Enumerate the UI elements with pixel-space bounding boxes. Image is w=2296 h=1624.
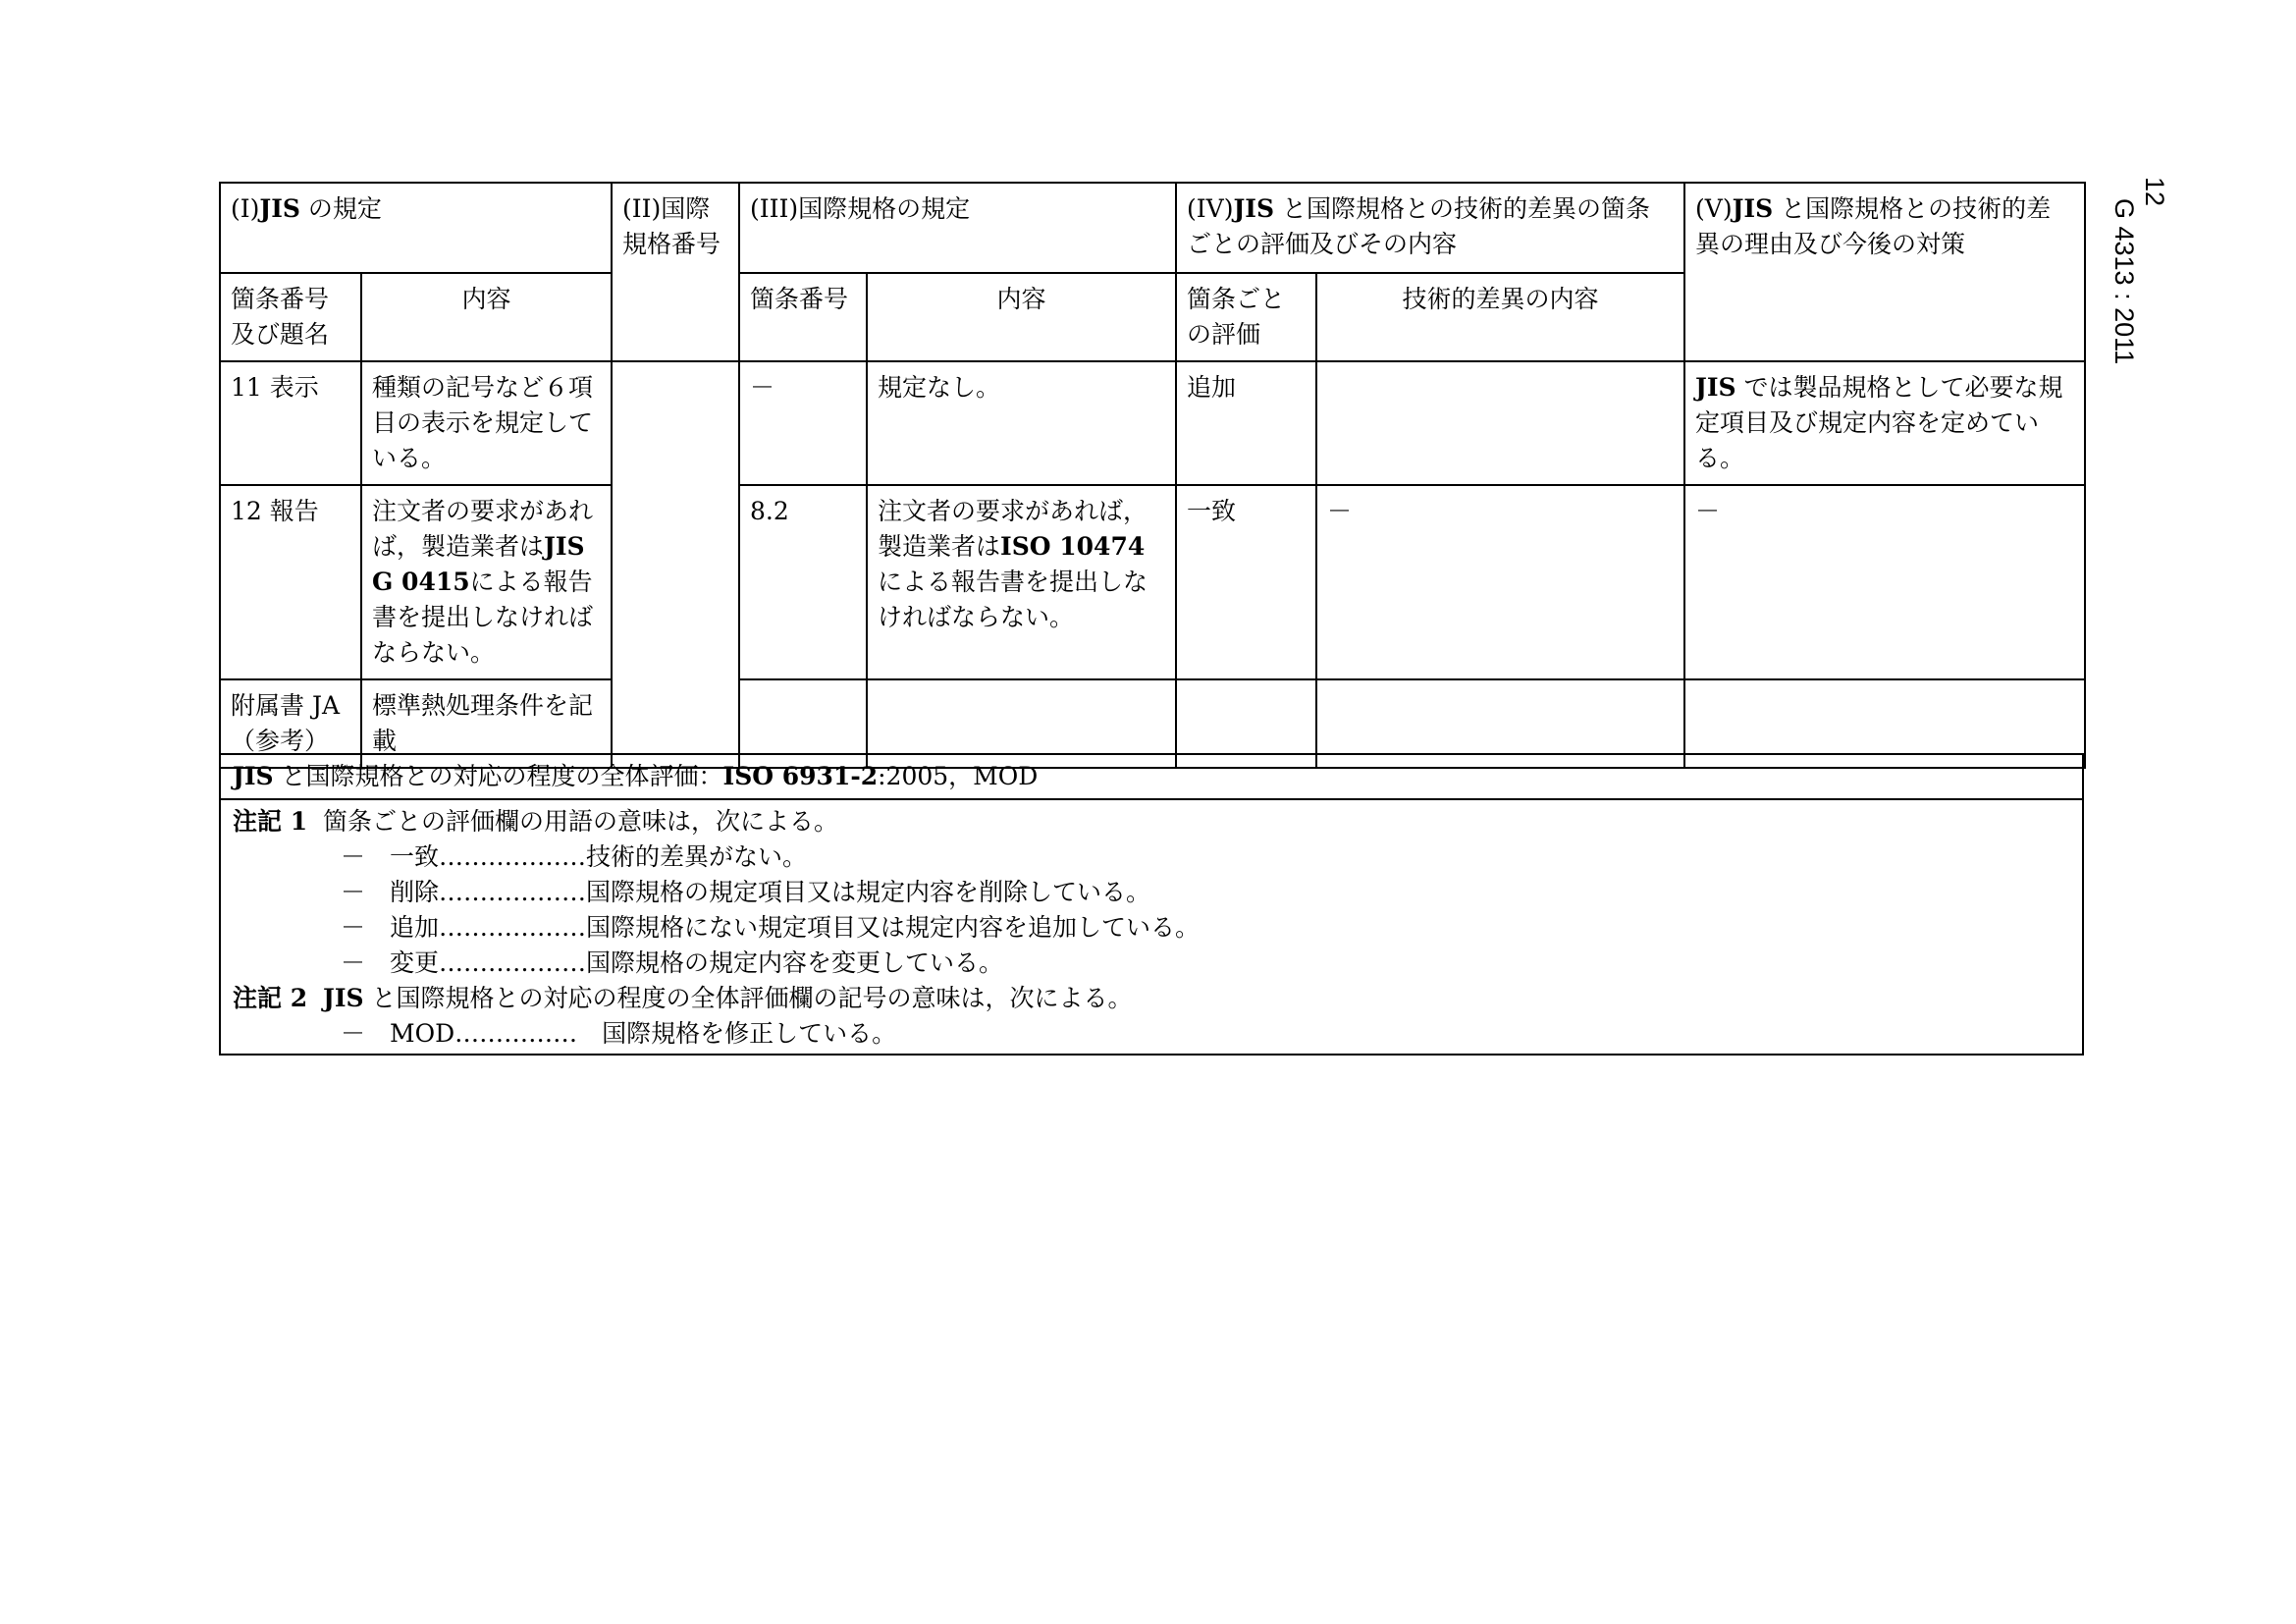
- subheader-eval: 箇条ごとの評価: [1176, 273, 1316, 361]
- cell-diff: －: [1316, 485, 1684, 679]
- list-item: － 追加………………国際規格にない規定項目又は規定内容を追加している。: [341, 913, 1201, 942]
- note-2: 注記 2 JIS と国際規格との対応の程度の全体評価欄の記号の意味は，次による。: [233, 984, 1133, 1012]
- cell-reason: －: [1684, 485, 2085, 679]
- standard-id: G 4313 : 2011: [2109, 198, 2139, 365]
- list-item: － 一致………………技術的差異がない。: [341, 842, 808, 871]
- header-col-ii: (II)国際規格番号: [612, 183, 739, 361]
- cell-content: 種類の記号など６項目の表示を規定している。: [361, 361, 612, 485]
- summary-box: [219, 753, 2084, 1056]
- cell-iii-content: 注文者の要求があれば，製造業者はISO 10474による報告書を提出しなければならない。: [867, 485, 1176, 679]
- page-header: [2109, 177, 2169, 364]
- subheader-diff: 技術的差異の内容: [1316, 273, 1684, 361]
- cell-content: 注文者の要求があれば，製造業者はJIS G 0415による報告書を提出しなければならない。: [361, 485, 612, 679]
- cell-eval: 追加: [1176, 361, 1316, 485]
- cell-diff: [1316, 361, 1684, 485]
- cell-clause: 附属書 JA（参考）: [220, 679, 361, 768]
- notes: [221, 800, 2082, 1054]
- note-1: 注記 1 箇条ごとの評価欄の用語の意味は，次による。: [233, 807, 839, 836]
- cell-clause: 12 報告: [220, 485, 361, 679]
- cell-intl-std-no: [612, 361, 739, 768]
- list-item: － MOD…………… 国際規格を修正している。: [341, 1019, 897, 1048]
- subheader-clause-no: 箇条番号及び題名: [220, 273, 361, 361]
- header-col-v: (V)JIS と国際規格との技術的差異の理由及び今後の対策: [1684, 183, 2085, 361]
- cell-clause: 11 表示: [220, 361, 361, 485]
- cell-reason: JIS では製品規格として必要な規定項目及び規定内容を定めている。: [1684, 361, 2085, 485]
- list-item: － 削除………………国際規格の規定項目又は規定内容を削除している。: [341, 878, 1151, 906]
- cell-content: 標準熱処理条件を記載: [361, 679, 612, 768]
- subheader-content: 内容: [361, 273, 612, 361]
- list-item: － 変更………………国際規格の規定内容を変更している。: [341, 948, 1004, 977]
- header-col-i: (I)JIS の規定: [220, 183, 612, 273]
- header-col-iii: (III)国際規格の規定: [739, 183, 1176, 273]
- header-col-iv: (IV)JIS と国際規格との技術的差異の箇条ごとの評価及びその内容: [1176, 183, 1684, 273]
- table-row: [220, 361, 2085, 485]
- subheader-iii-content: 内容: [867, 273, 1176, 361]
- subheader-iii-clause: 箇条番号: [739, 273, 867, 361]
- cell-iii-clause: 8.2: [739, 485, 867, 679]
- summary-title: JIS と国際規格との対応の程度の全体評価：ISO 6931-2:2005，MOD: [221, 755, 2082, 800]
- comparison-table: [219, 182, 2086, 769]
- table-row: [220, 485, 2085, 679]
- cell-iii-content: 規定なし。: [867, 361, 1176, 485]
- cell-iii-clause: －: [739, 361, 867, 485]
- cell-eval: 一致: [1176, 485, 1316, 679]
- page-number: 12: [2140, 177, 2169, 207]
